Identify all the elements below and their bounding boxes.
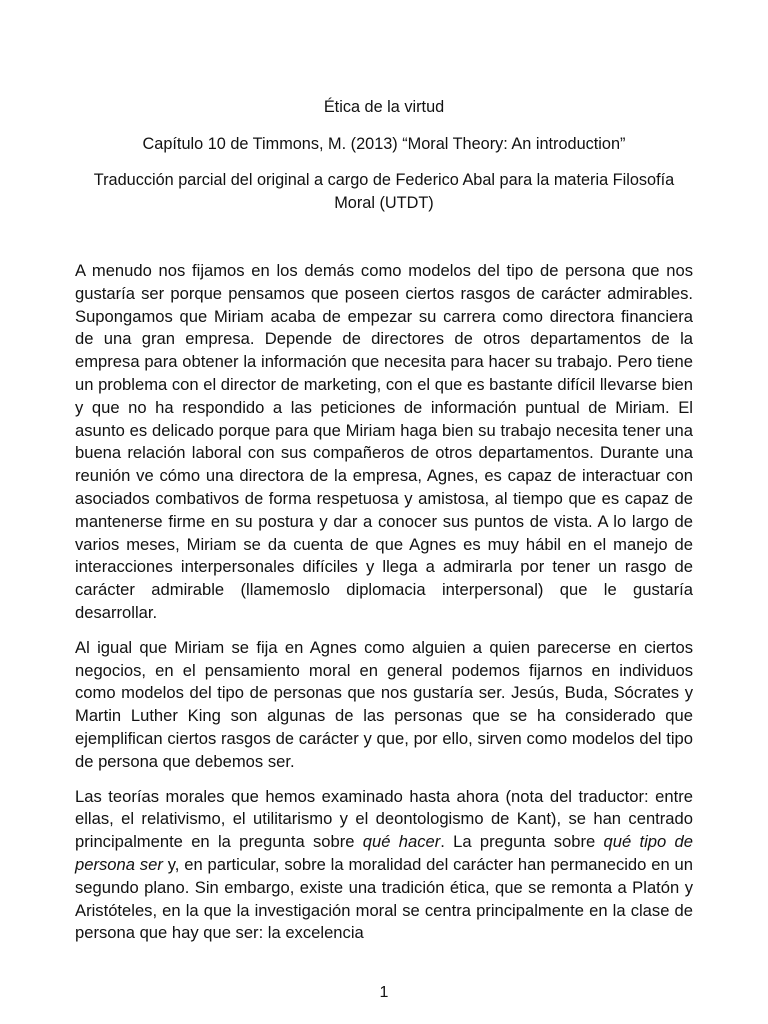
translation-note: Traducción parcial del original a cargo de Federico Abal para la materia Filosofía Moral (UTDT) xyxy=(93,171,675,212)
paragraph-3-italic-2: qué tipo de persona ser xyxy=(75,832,693,874)
paragraph-2: Al igual que Miriam se fija en Agnes como alguien a quien parecerse en ciertos negocios, en el pensamiento moral en general podemos fijarnos en individuos como modelos del tipo de personas que nos gustaría ser. Jesús, Buda, Sócrates y Martin Luther King son algunas de las personas que se ha considerado que ejemplifican ciertos rasgos de carácter y que, por ello, sirven como modelos del tipo de persona que debemos ser. xyxy=(75,637,693,771)
paragraph-3-italic-1: qué hacer xyxy=(362,832,441,852)
paragraph-1: A menudo nos fijamos en los demás como modelos del tipo de persona que nos gustaría ser porque pensamos que poseen ciertos rasgos de carácter admirables. Supongamos que Miriam acaba de empezar su carrera como directora financiera de una gran empresa. Depende de directores de otros departamentos de la empresa para obtener la información que necesita para hacer su trabajo. Pero tiene un problema con el director de marketing, con el que es bastante difícil llevarse bien y que no ha respondido a las peticiones de información puntual de Miriam. El asunto es delicado porque para que Miriam haga bien su trabajo necesita tener una buena relación laboral con sus compañeros de otros departamentos. Durante una reunión ve cómo una directora de la empresa, Agnes, es capaz de interactuar con asociados combativos de forma respetuosa y amistosa, al tiempo que es capaz de mantenerse firme en su postura y dar a conocer sus puntos de vista. A lo largo de varios meses, Miriam se da cuenta de que Agnes es muy hábil en el manejo de interacciones interpersonales difíciles y llega a admirarla por tener un rasgo de carácter admirable (llamemoslo diplomacia interpersonal) que le gustaría desarrollar. xyxy=(75,261,694,622)
paragraph-3 xyxy=(75,786,693,946)
chapter-reference: Capítulo 10 de Timmons, M. (2013) “Moral Theory: An introduction” xyxy=(142,135,626,153)
paragraph-3-text-2: . La pregunta sobre xyxy=(440,832,604,852)
body-text xyxy=(75,260,693,957)
paragraph-3-text-1: Las teorías morales que hemos examinado hasta ahora (nota del traductor: entre ellas, el relativismo, el utilitarismo y el deontologismo de Kant), se han centrado principalmente en la pregunta sobre xyxy=(75,786,693,852)
document-title: Ética de la virtud xyxy=(323,98,445,116)
page-number: 1 xyxy=(379,984,389,1001)
paragraph-3-text-3: y, en particular, sobre la moralidad del carácter han permanecido en un segundo plano. Sin embargo, existe una tradición ética, que se remonta a Platón y Aristóteles, en la que la investigación moral se centra principalmente en la clase de persona que hay que ser: la excelencia xyxy=(75,854,693,943)
